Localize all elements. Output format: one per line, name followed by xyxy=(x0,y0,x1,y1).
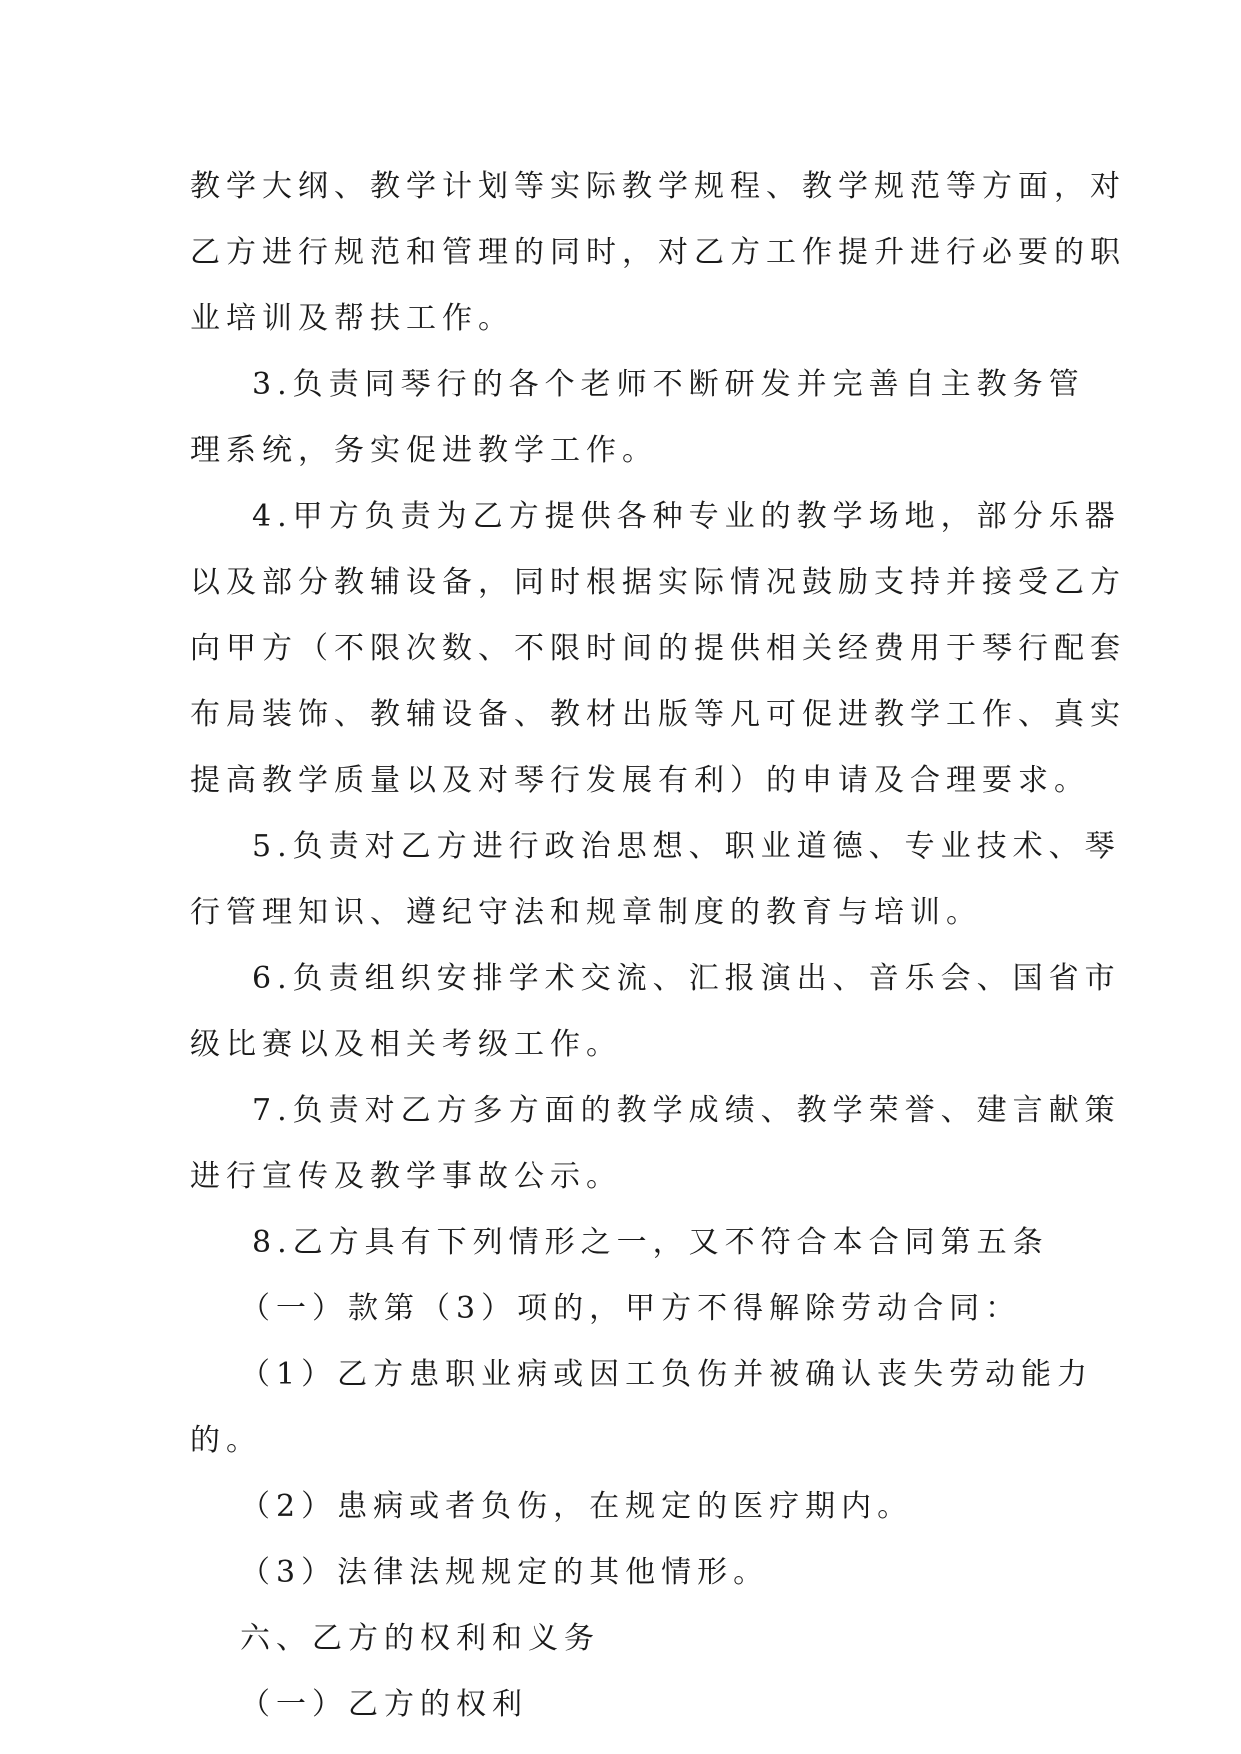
paragraph-line: （一）款第（3）项的，甲方不得解除劳动合同： xyxy=(240,1291,1022,1326)
paragraph-line: 以及部分教辅设备，同时根据实际情况鼓励支持并接受乙方 xyxy=(190,565,1126,600)
paragraph-line: 进行宣传及教学事故公示。 xyxy=(190,1159,622,1194)
subsection-heading: （一）乙方的权利 xyxy=(240,1687,528,1722)
paragraph-line: 提高教学质量以及对琴行发展有利）的申请及合理要求。 xyxy=(190,763,1090,798)
clause-3-line: 3.负责同琴行的各个老师不断研发并完善自主教务管 xyxy=(252,367,1085,402)
item-2-line: （2）患病或者负伤，在规定的医疗期内。 xyxy=(240,1489,914,1524)
document-body xyxy=(190,158,1126,1734)
item-3-line: （3）法律法规规定的其他情形。 xyxy=(240,1555,770,1590)
section-heading: 六、乙方的权利和义务 xyxy=(240,1621,600,1656)
clause-8-line: 8.乙方具有下列情形之一，又不符合本合同第五条 xyxy=(252,1225,1049,1260)
clause-7-line: 7.负责对乙方多方面的教学成绩、教学荣誉、建言献策 xyxy=(252,1093,1121,1128)
clause-6-line: 6.负责组织安排学术交流、汇报演出、音乐会、国省市 xyxy=(252,961,1121,996)
paragraph-line: 向甲方（不限次数、不限时间的提供相关经费用于琴行配套 xyxy=(190,631,1126,666)
paragraph-line: 的。 xyxy=(190,1423,262,1458)
paragraph-line: 乙方进行规范和管理的同时，对乙方工作提升进行必要的职 xyxy=(190,235,1126,270)
paragraph-line: 级比赛以及相关考级工作。 xyxy=(190,1027,622,1062)
item-1-line: （1）乙方患职业病或因工负伤并被确认丧失劳动能力 xyxy=(240,1357,1094,1392)
clause-5-line: 5.负责对乙方进行政治思想、职业道德、专业技术、琴 xyxy=(252,829,1121,864)
paragraph-line: 业培训及帮扶工作。 xyxy=(190,301,514,336)
paragraph-line: 布局装饰、教辅设备、教材出版等凡可促进教学工作、真实 xyxy=(190,697,1126,732)
paragraph-line: 教学大纲、教学计划等实际教学规程、教学规范等方面，对 xyxy=(190,169,1126,204)
paragraph-line: 理系统，务实促进教学工作。 xyxy=(190,433,658,468)
clause-4-line: 4.甲方负责为乙方提供各种专业的教学场地，部分乐器 xyxy=(252,499,1121,534)
paragraph-line: 行管理知识、遵纪守法和规章制度的教育与培训。 xyxy=(190,895,982,930)
